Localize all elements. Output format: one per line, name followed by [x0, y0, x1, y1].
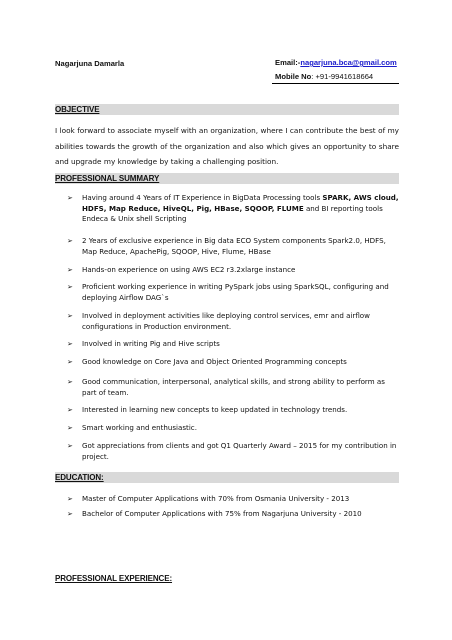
education-item-text: Master of Computer Applications with 70% from Osmania University - 2013 — [82, 494, 350, 503]
arrow-bullet-icon: ➢ — [67, 378, 73, 386]
summary-item — [67, 357, 399, 368]
arrow-bullet-icon: ➢ — [67, 510, 73, 518]
summary-item-text: 2 Years of exclusive experience in Big data ECO System components Spark2.0, HDFS, Map Reduce, ApachePig, SQOOP, Hive, Flume, HBase — [82, 236, 386, 256]
summary-item-tools: SPARK, AWS cloud, HDFS, Map Reduce, HiveQL, Pig, HBase, SQOOP, FLUME — [82, 193, 399, 213]
arrow-bullet-icon: ➢ — [67, 340, 73, 348]
candidate-name: Nagarjuna Damarla — [55, 59, 125, 68]
email-line — [275, 58, 397, 67]
summary-item-text: Involved in writing Pig and Hive scripts — [82, 339, 220, 348]
summary-item — [67, 265, 399, 276]
experience-heading: PROFESSIONAL EXPERIENCE: — [55, 574, 173, 583]
arrow-bullet-icon: ➢ — [67, 266, 73, 274]
header-divider — [272, 83, 399, 84]
arrow-bullet-icon: ➢ — [67, 424, 73, 432]
summary-item — [67, 282, 399, 303]
summary-item-text: Good knowledge on Core Java and Object Oriented Programming concepts — [82, 357, 347, 366]
arrow-bullet-icon: ➢ — [67, 312, 73, 320]
summary-item — [67, 236, 399, 257]
summary-item — [67, 405, 399, 416]
summary-item-text: Involved in deployment activities like deploying control services, emr and airflow configurations in Production environment. — [82, 311, 370, 331]
summary-item-text: Having around 4 Years of IT Experience in BigData Processing tools — [82, 193, 323, 202]
summary-item — [67, 311, 399, 332]
education-heading: EDUCATION: — [55, 472, 399, 483]
arrow-bullet-icon: ➢ — [67, 358, 73, 366]
summary-item — [67, 339, 399, 350]
summary-heading: PROFESSIONAL SUMMARY — [55, 173, 399, 184]
summary-item — [67, 441, 399, 462]
arrow-bullet-icon: ➢ — [67, 237, 73, 245]
education-item-text: Bachelor of Computer Applications with 75% from Nagarjuna University - 2010 — [82, 509, 362, 518]
arrow-bullet-icon: ➢ — [67, 194, 73, 202]
summary-item-text: Interested in learning new concepts to keep updated in technology trends. — [82, 405, 348, 414]
arrow-bullet-icon: ➢ — [67, 495, 73, 503]
summary-item-text: Hands-on experience on using AWS EC2 r3.2xlarge instance — [82, 265, 296, 274]
arrow-bullet-icon: ➢ — [67, 406, 73, 414]
mobile-line — [275, 72, 373, 81]
objective-heading: OBJECTIVE — [55, 104, 399, 115]
email-label: Email:- — [275, 58, 301, 67]
summary-item-text: Proficient working experience in writing PySpark jobs using SparkSQL, configuring and deploying Airflow DAG`s — [82, 282, 389, 302]
education-item — [67, 509, 399, 520]
objective-text: I look forward to associate myself with an organization, where I can contribute the best of my abilities towards the growth of the organization and also which gives an opportunity to share and upgrade my knowledge by taking a challenging position. — [55, 126, 399, 166]
summary-item-text: Good communication, interpersonal, analytical skills, and strong ability to perform as part of team. — [82, 377, 385, 397]
summary-item-text: Got appreciations from clients and got Q1 Quarterly Award – 2015 for my contribution in project. — [82, 441, 397, 461]
mobile-label: Mobile No — [275, 72, 312, 81]
summary-item — [67, 423, 399, 434]
arrow-bullet-icon: ➢ — [67, 442, 73, 450]
summary-item — [67, 377, 399, 398]
mobile-number: : +91-9941618664 — [311, 72, 374, 81]
summary-item-text: Smart working and enthusiastic. — [82, 423, 197, 432]
summary-item-text: and BI reporting tools Endeca & Unix shell Scripting — [82, 203, 383, 224]
education-item — [67, 494, 399, 505]
summary-item — [67, 193, 399, 225]
arrow-bullet-icon: ➢ — [67, 283, 73, 291]
email-link[interactable]: nagarjuna.bca@gmail.com — [300, 58, 397, 67]
